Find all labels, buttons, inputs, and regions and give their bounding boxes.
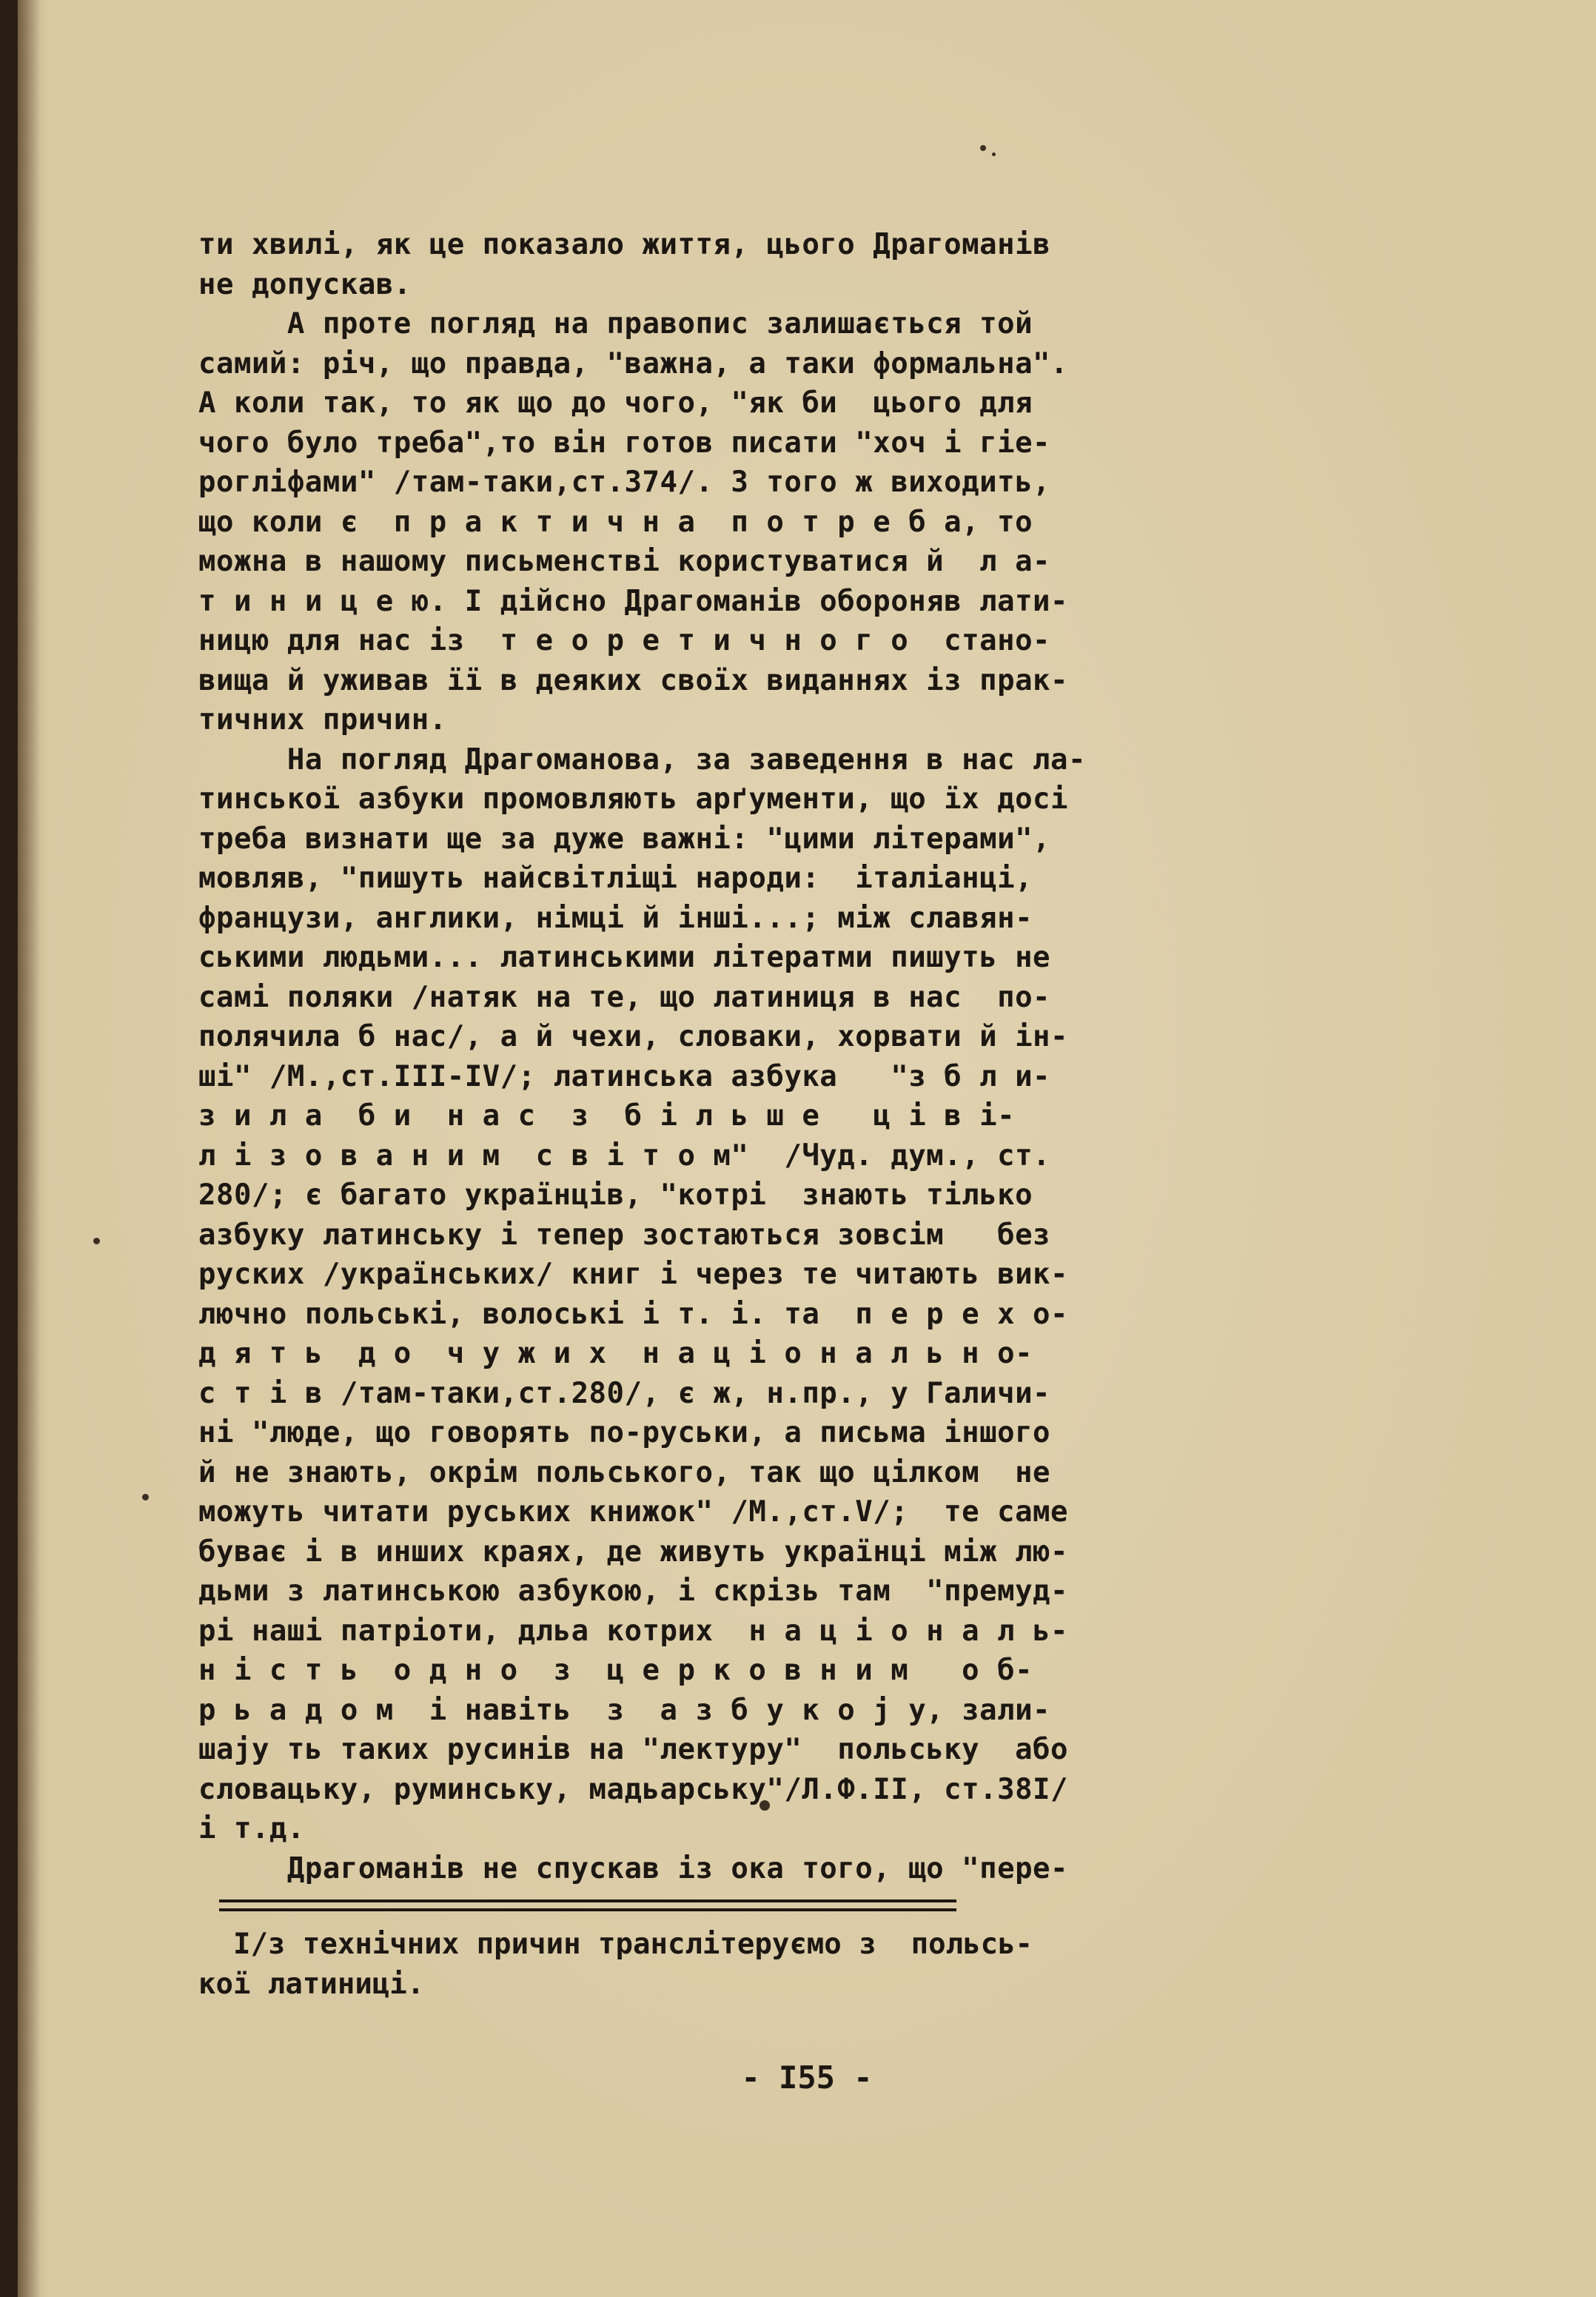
text-line: самі поляки /натяк на те, що латиниця в нас по- (198, 980, 1051, 1014)
text-line: ницю для нас із т е о р е т и ч н о г о стано- (198, 624, 1051, 657)
text-line: ти хвилі, як це показало життя, цього Драгоманів (198, 228, 1051, 261)
text-line: самий: річ, що правда, "важна, а таки формальна". (198, 346, 1069, 380)
text-line: дьми з латинською азбукою, і скрізь там "премуд- (198, 1575, 1069, 1608)
text-line: з и л а б и н а с з б і л ь ш е ц і в і- (198, 1099, 1016, 1133)
text-line: д я т ь д о ч у ж и х н а ц і о н а л ь н о- (198, 1337, 1033, 1370)
text-line: А проте погляд на правопис залишається той (198, 307, 1033, 341)
ink-speck (142, 1494, 149, 1500)
text-line: рі наші патріоти, дльа котрих н а ц і о н а л ь- (198, 1614, 1069, 1648)
text-line: азбуку латинську і тепер зостаються зовсім без (198, 1218, 1051, 1252)
text-line: 280/; є багато українців, "котрі знають тілько (198, 1178, 1033, 1212)
text-line: й не знають, окрім польського, так що цілком не (198, 1455, 1051, 1489)
text-line: рогліфами" /там-таки,ст.374/. З того ж виходить, (198, 466, 1051, 499)
text-line: На погляд Драгоманова, за заведення в нас ла- (198, 742, 1086, 777)
footnote (198, 1925, 1442, 2004)
text-line: тинської азбуки промовляють арґументи, що їх досі (198, 782, 1069, 816)
text-line: полячила б нас/, а й чехи, словаки, хорвати й ін- (198, 1020, 1069, 1053)
text-line: т и н и ц е ю. І дійсно Драгоманів обороняв лати- (198, 584, 1069, 618)
text-line: буває і в инших краях, де живуть українці між лю- (198, 1535, 1069, 1569)
text-line: можуть читати руських книжок" /М.,ст.V/; те саме (198, 1495, 1069, 1529)
body-text (198, 225, 1442, 1888)
text-line: ші" /М.,ст.III-IV/; латинська азбука "з б л и- (198, 1059, 1051, 1093)
ink-speck (980, 145, 986, 151)
book-page (18, 0, 1596, 2297)
text-line: ськими людьми... латинськими літератми пишуть не (198, 941, 1051, 974)
footnote-separator-rule (219, 1908, 956, 1911)
text-line: н і с т ь о д н о з ц е р к о в н и м о б- (198, 1654, 1033, 1687)
text-line: мовляв, "пишуть найсвітліщі народи: італіанці, (198, 862, 1033, 895)
text-line: ні "люде, що говорять по-руськи, а письма іншого (198, 1416, 1051, 1449)
text-line: не допускав. (198, 267, 412, 301)
footnote-line: кої латиниці. (198, 1967, 425, 2001)
text-line: А коли так, то як що до чого, "як би цього для (198, 386, 1033, 420)
text-line: треба визнати ще за дуже важні: "цими літерами", (198, 822, 1051, 856)
page-gutter-shadow (18, 0, 40, 2297)
text-line: шају ть таких русинів на "лектуру" польську або (198, 1733, 1069, 1766)
text-line: лючно польські, волоські і т. і. та п е р е х о- (198, 1297, 1069, 1331)
ink-speck (93, 1238, 100, 1244)
text-line: що коли є п р а к т и ч н а п о т р е б а, то (198, 505, 1033, 539)
text-line: французи, англики, німці й інші...; між славян- (198, 901, 1033, 935)
text-line: руских /українських/ книг і через те читають вик- (198, 1258, 1069, 1291)
text-line: р ь а д о м і навіть з а з б у к о ј у, зали- (198, 1693, 1051, 1727)
text-line: л і з о в а н и м с в і т о м" /Чуд. дум., ст. (198, 1139, 1051, 1173)
ink-speck (992, 152, 996, 156)
text-line: с т і в /там-таки,ст.280/, є ж, н.пр., у Галичи- (198, 1376, 1051, 1410)
text-line: можна в нашому письменстві користуватися й л а- (198, 545, 1051, 578)
page-number: - I55 - (741, 2059, 873, 2096)
footnote-separator-rule (219, 1899, 956, 1902)
text-line: і т.д. (198, 1812, 305, 1845)
text-line: словацьку, руминську, мадьарську"/Л.Ф.II, ст.38I/ (198, 1772, 1069, 1806)
text-line: Драгоманів не спускав із ока того, що "пере- (198, 1851, 1069, 1885)
text-line: чого було треба",то він готов писати "хоч і гіе- (198, 426, 1051, 460)
text-line: тичних причин. (198, 703, 447, 737)
footnote-line: I/з технічних причин транслітеруємо з польсь- (198, 1928, 1033, 1961)
text-line: вища й уживав її в деяких своїх виданнях із прак- (198, 663, 1069, 697)
